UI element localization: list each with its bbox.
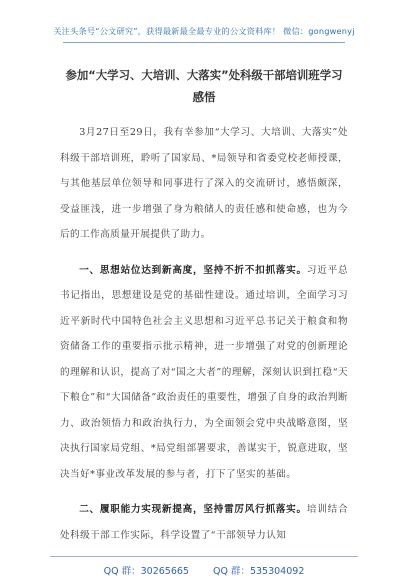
qq-group-1: QQ 群：30265665 (103, 566, 189, 577)
title-line-1: 参加“大学习、大培训、大落实”处科级干部培训班学习 (65, 68, 343, 82)
footer-divider (50, 556, 358, 557)
banner-text: 关注头条号“公文研究”，获得最新最全最专业的公文资料库！ 微信：gongwenyj (53, 26, 355, 36)
document-body (60, 64, 348, 548)
document-title (60, 64, 348, 108)
section-heading: 二、履职能力实现新提高，坚持雷厉风行抓落实。 (79, 504, 307, 515)
paragraph-section-2 (60, 497, 348, 548)
title-line-2: 感悟 (192, 90, 216, 104)
banner-divider (63, 42, 345, 43)
section-heading: 一、思想站位达到新高度，坚持不折不扣抓落实。 (79, 264, 307, 276)
top-banner (0, 0, 408, 50)
qq-group-2: QQ 群：535304092 (212, 566, 305, 577)
footer-bar (0, 560, 408, 580)
paragraph-text: 习近平总书记指出，思想建设是党的基础性建设。通过培训，全面学习习近平新时代中国特色社会主义思想和习近平总书记关于粮食和物资储备工作的重要指示批示精神，进一步增强了对党的创新理论的理解和认识，提高了对“国之大者”的理解，深刻认识到扛稳“天下粮仓”和“大国储备”政治责任的重要性，增强了自身的政治判断力、政治领悟力和政治执行力，为全面领会党中央战略意图，坚决执行国家局党组、*局党组部署要求，善谋实干，锐意进取，坚决当好*事业改革发展的参与者，打下了坚实的基础。 (60, 264, 348, 480)
paragraph-text: 3月27日至29日，我有幸参加“大学习、大培训、大落实”处科级干部培训班，聆听了国家局、*局领导和省委党校老师授课，与其他基层单位领导和同事进行了深入的交流研讨，感悟颇深，受益匪浅，进一步增强了身为粮储人的责任感和使命感，也为今后的工作高质量开展提供了助力。 (60, 127, 348, 240)
paragraph-section-1 (60, 258, 348, 488)
paragraph-text: 培训结合处科级干部工作实际，科学设置了“干部领导力认知 (60, 504, 348, 541)
paragraph-intro (60, 120, 348, 248)
